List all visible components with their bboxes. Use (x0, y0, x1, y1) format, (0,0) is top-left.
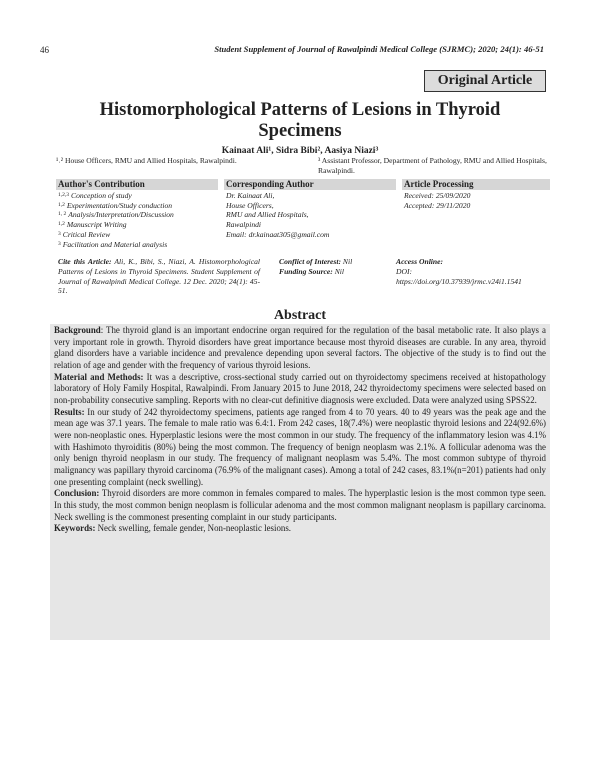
abstract-keywords: Keywords: Neck swelling, female gender, Non-neoplastic lesions. (54, 523, 291, 534)
processing-details (404, 191, 550, 210)
paper-title: Histomorphological Patterns of Lesions in Thyroid Specimens (99, 100, 501, 141)
abstract-methods: Material and Methods: It was a descriptive, cross-sectional study carried out on thyroidectomy specimens received at histopathology laboratory of Holy Family Hospital, Rawalpindi. From January 2015 to June 2018, 242 thyroidectomy specimens were selected based on non-probability consecutive sampling. Reports with no clear-cut definitive diagnosis were excluded. Data were analyzed using SPSS22. (54, 371, 546, 405)
affiliation-left: ¹˒² House Officers, RMU and Allied Hospitals, Rawalpindi. (56, 156, 237, 165)
corresponding-details (226, 191, 396, 240)
affiliation-right: ³ Assistant Professor, Department of Pathology, RMU and Allied Hospitals, Rawalpindi. (318, 156, 547, 175)
abstract-body (54, 325, 546, 535)
contribution-item: $^{1,2}$ Experimentation/Study conduction (58, 200, 173, 210)
corresponding-line: RMU and Allied Hospitals, (226, 210, 309, 220)
journal-header: Student Supplement of Journal of Rawalpindi Medical College (SJRMC); 2020; 24(1): 46-51 (214, 44, 544, 54)
access-label: Access Online: (396, 257, 444, 266)
corresponding-line: Dr. Kainaat Ali, (226, 191, 275, 200)
abstract-conclusion: Conclusion: Thyroid disorders are more common in females compared to males. The hyperplastic lesion is the most common type seen. In this study, the most common benign neoplasm is follicular adenoma and the most common malignant neoplasm is papillary carcinoma. Neck swelling is the commonest presenting complaint in our study participants. (54, 488, 546, 522)
contribution-item: $^3$ Facilitation and Material analysis (58, 239, 168, 249)
citation-label: Cite this Article: (58, 257, 112, 266)
abstract-results: Results: In our study of 242 thyroidectomy specimens, patients age ranged from 4 to 70 years. 40 to 49 years was the peak age and the mean age was 37.1 years. The female to male ratio was 6.4:1. From 242 cases, 18(7.4%) were neoplastic thyroid lesions and 224(92.6%) were non-neoplastic ones. Hyperplastic lesions were the most common in our study. The frequency of the inflammatory lesion was 4.1% with Hashimoto thyroiditis (80%) being the most common. The frequency of benign neoplasm was 2.1%. A follicular adenoma was the only benign thyroid neoplasm in our study. The frequency of malignant neoplasm was 5.4%. The most common subtype of thyroid malignancy was papillary thyroid carcinoma (76.9% of the malignant cases). Among a total of 242 cases, 83.1%(n=201) patients had only one presenting complaint (neck swelling). (54, 406, 546, 487)
corresponding-email[interactable]: Email: dr.kainaat305@gmail.com (226, 229, 330, 239)
doi-label: DOI: (396, 266, 413, 276)
conflict-value: Nil (342, 257, 353, 266)
abstract-background: Background: The thyroid gland is an important endocrine organ required for the regulation of the basal metabolic rate. It also plays a very important role in growth. Thyroid disorders have great importance because most thyroid diseases are curable. In any area, thyroid gland disorders have a variable incidence and prevalence depending upon several factors. The objective of the study is to find out the relation of age and gender with the frequency of various thyroid lesions. (54, 325, 546, 370)
conflict-label: Conflict of Interest: (279, 257, 342, 266)
corresponding-line: Rawalpindi (226, 220, 262, 230)
citation-text: Ali, K., Bibi, S., Niazi, A. Histomorphological Patterns of Lesions in Thyroid Specimens. Student Supplement of Journal of Rawalpindi Medical College. 12 Dec. 2020; 24(1): 45-51. (58, 257, 261, 296)
contribution-item: $^3$ Critical Review (58, 229, 111, 239)
processing-heading: Article Processing (402, 179, 550, 190)
article-type-badge: Original Article (424, 70, 546, 92)
author-list: Kainaat Ali¹, Sidra Bibi², Aasiya Niazi³ (221, 146, 379, 156)
contribution-item: $^{1,2,3}$ Conception of study (58, 191, 132, 200)
contribution-heading: Author's Contribution (56, 179, 218, 190)
contribution-item: $^{1,2}$ Manuscript Writing (58, 220, 127, 230)
access-online-block (396, 257, 550, 286)
citation-block (58, 257, 260, 296)
page-number: 46 (40, 45, 49, 55)
doi-link[interactable]: https://doi.org/10.37939/jrmc.v24i1.1541 (396, 276, 522, 286)
received-date: Received: 25/09/2020 (404, 191, 471, 200)
corresponding-heading: Corresponding Author (224, 179, 396, 190)
contribution-list (58, 191, 218, 249)
conflict-funding-block (279, 257, 399, 277)
abstract-heading: Abstract (273, 308, 327, 323)
contribution-item: $^{1, 2}$ Analysis/Interpretation/Discussion (58, 210, 174, 220)
accepted-date: Accepted: 29/11/2020 (404, 200, 471, 210)
funding-label: Funding Source: (279, 266, 333, 276)
corresponding-line: House Officers, (226, 200, 274, 210)
funding-value: Nil (334, 266, 345, 276)
